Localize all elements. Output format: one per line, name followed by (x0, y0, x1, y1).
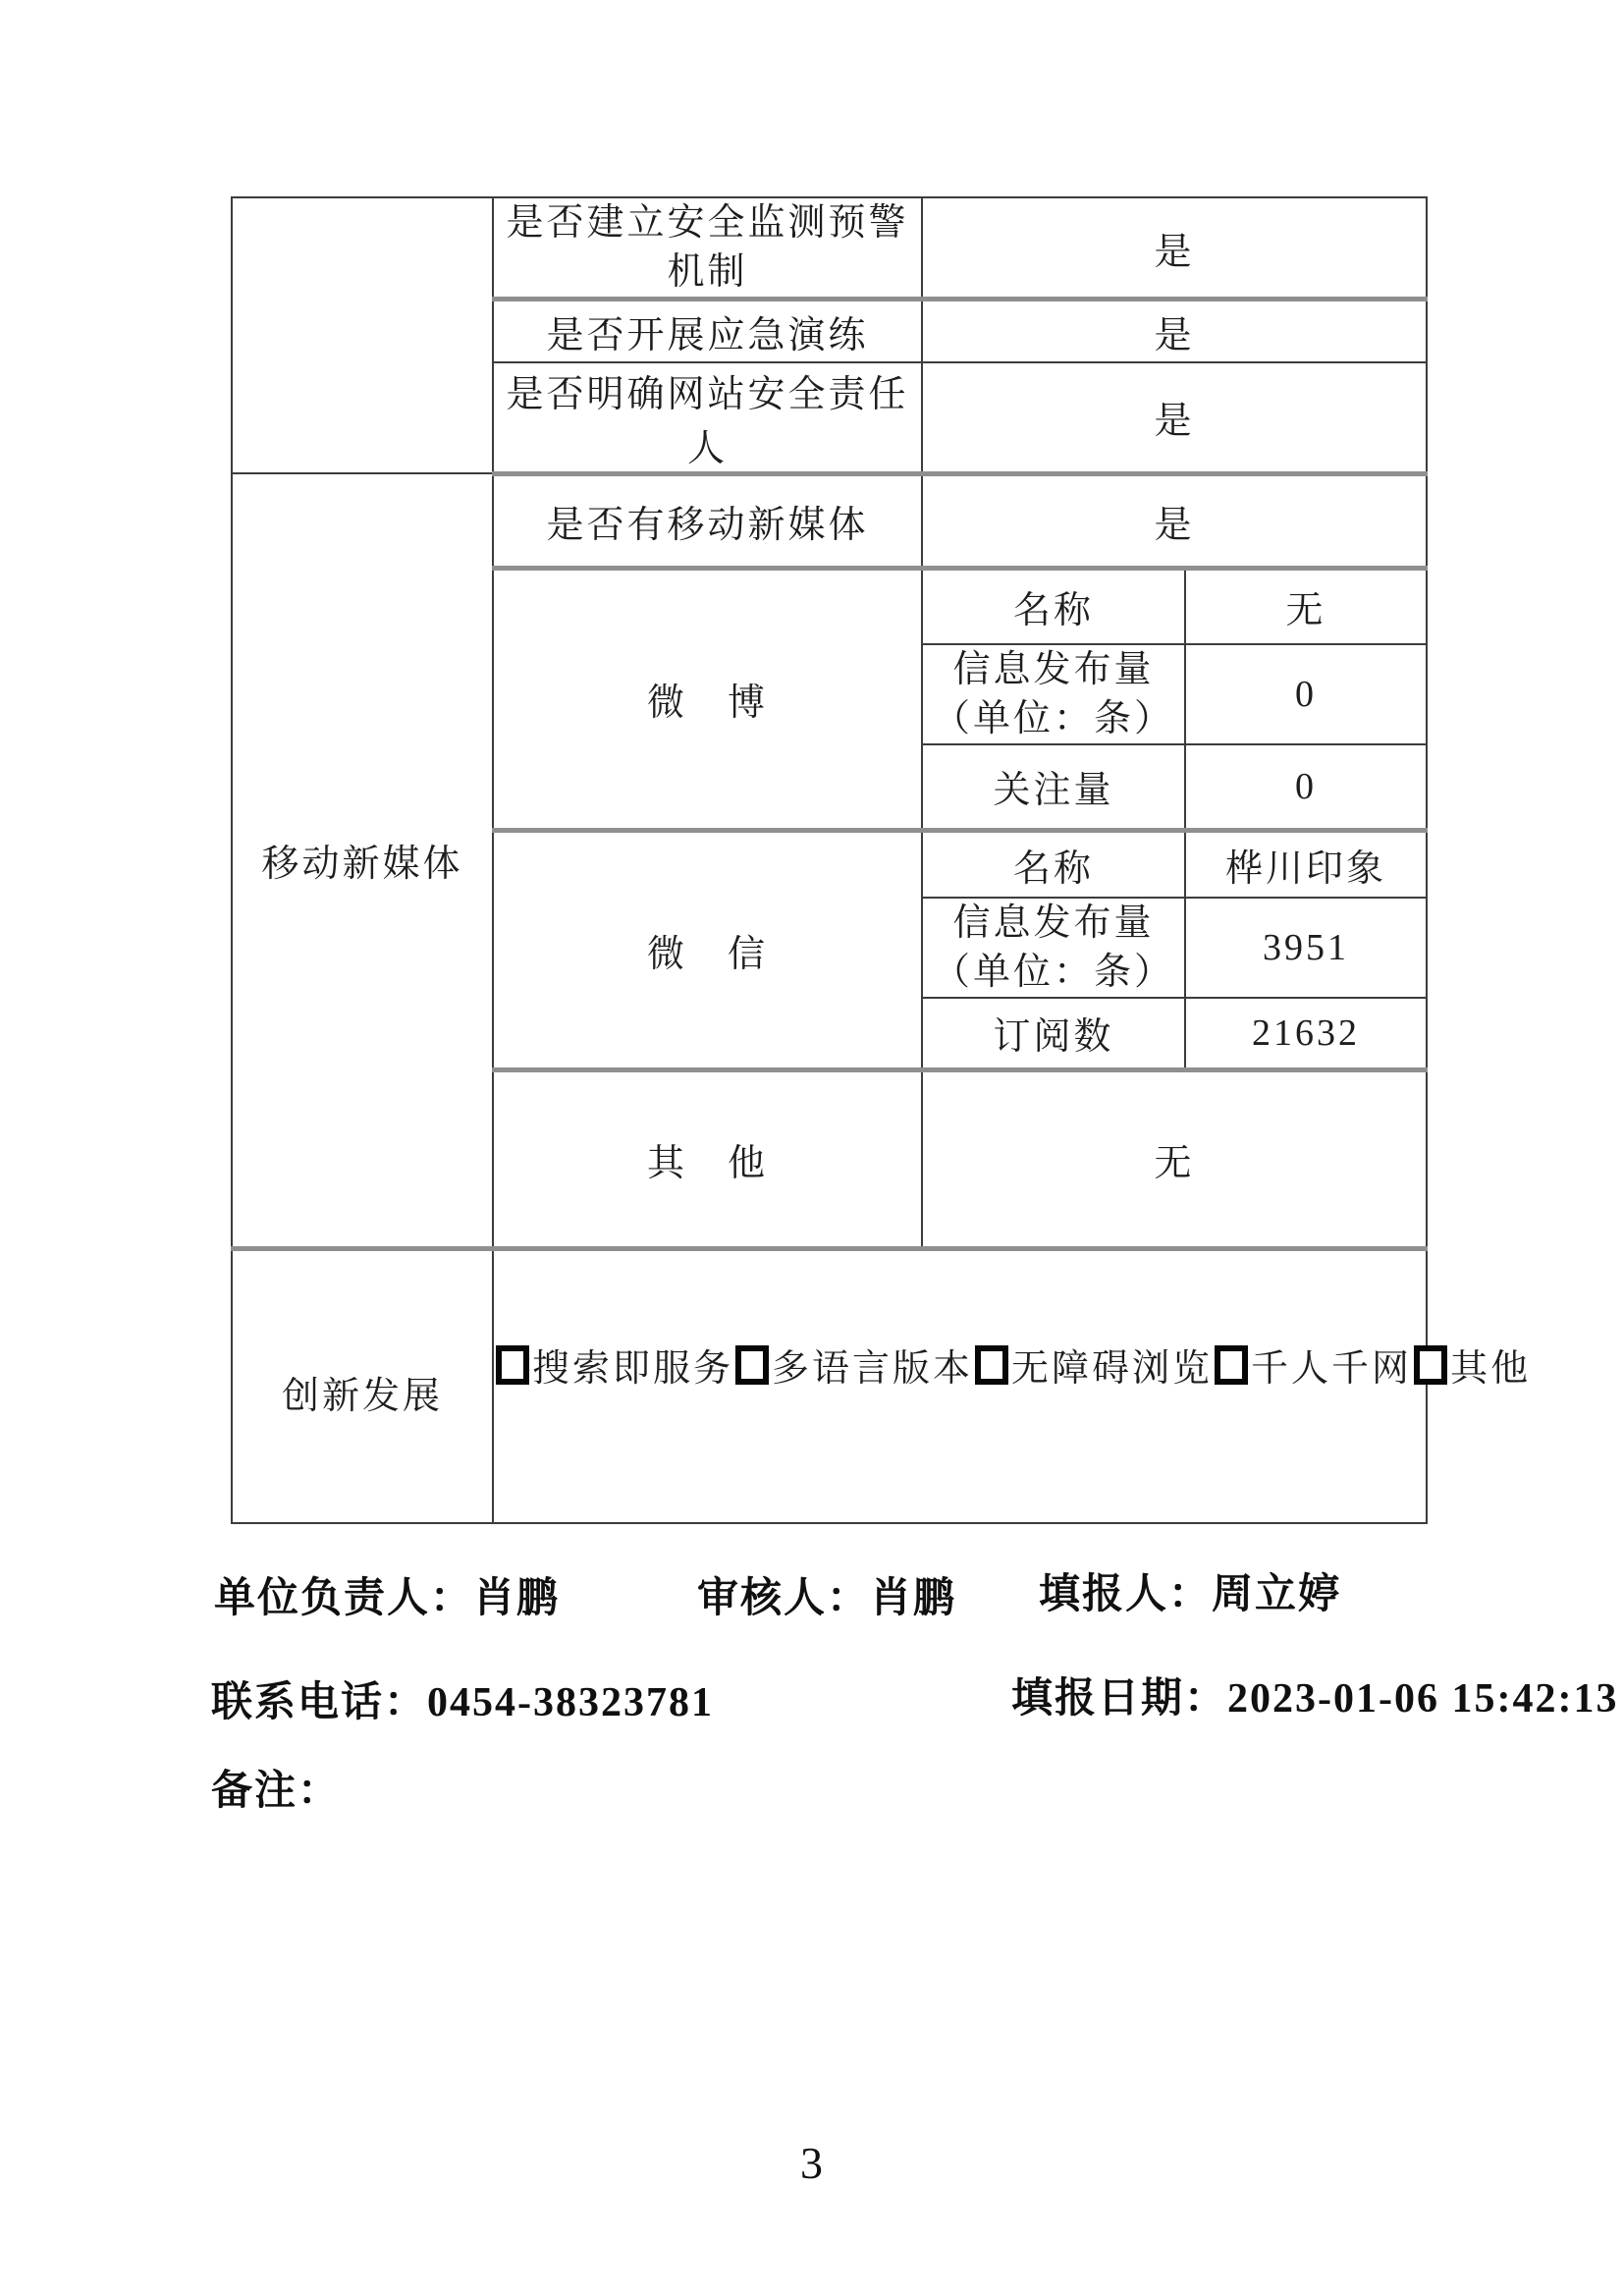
value-wechat-name: 桦川印象 (1185, 830, 1427, 898)
innovation-options-cell (493, 1248, 1532, 1523)
value-security-responsible-person: 是 (922, 362, 1427, 474)
report-date-label: 填报日期： (1011, 1676, 1228, 1722)
checkbox-icon (496, 1345, 529, 1385)
label-weibo-followers: 关注量 (922, 744, 1185, 830)
option-personalized-web: 千人千网 (1213, 1348, 1412, 1390)
label-wechat-subscribers: 订阅数 (922, 998, 1185, 1069)
checkbox-icon (1215, 1345, 1248, 1385)
label-weibo-publish-volume: 信息发布量 （单位：条） (922, 644, 1185, 744)
innovation-options-line (494, 1338, 1532, 1392)
reviewer-label: 审核人： (697, 1576, 871, 1621)
value-weibo-publish-volume: 0 (1185, 644, 1427, 744)
report-date-line (1011, 1666, 1618, 1724)
value-weibo-name: 无 (1185, 568, 1427, 644)
checkbox-icon (1414, 1345, 1447, 1385)
group-label-weibo: 微 博 (493, 568, 922, 830)
unit-head-value: 肖鹏 (473, 1576, 561, 1621)
section-label-innovation: 创新发展 (232, 1248, 493, 1523)
label-emergency-drill: 是否开展应急演练 (493, 300, 922, 362)
value-weibo-followers: 0 (1185, 744, 1427, 830)
group-label-other-media: 其 他 (493, 1069, 922, 1248)
label-security-warning-mechanism: 是否建立安全监测预警 机制 (493, 197, 922, 300)
option-search-as-service: 搜索即服务 (494, 1348, 733, 1390)
checkbox-icon (975, 1345, 1008, 1385)
value-emergency-drill: 是 (922, 300, 1427, 362)
phone-value: 0454-38323781 (427, 1680, 715, 1725)
filler-value: 周立婷 (1212, 1572, 1342, 1617)
value-wechat-subscribers: 21632 (1185, 998, 1427, 1069)
report-date-value: 2023-01-06 15:42:13 (1227, 1676, 1619, 1722)
page-number: 3 (800, 2138, 823, 2188)
label-weibo-name: 名称 (922, 568, 1185, 644)
value-security-warning-mechanism: 是 (922, 197, 1427, 300)
label-has-mobile-media: 是否有移动新媒体 (493, 473, 922, 568)
unit-head-label: 单位负责人： (214, 1576, 474, 1621)
option-other: 其他 (1412, 1348, 1531, 1390)
option-accessibility: 无障碍浏览 (973, 1348, 1213, 1390)
value-has-mobile-media: 是 (922, 473, 1427, 568)
label-wechat-publish-volume: 信息发布量 （单位：条） (922, 898, 1185, 998)
value-other-media: 无 (922, 1069, 1427, 1248)
option-multilingual: 多语言版本 (733, 1348, 973, 1390)
label-security-responsible-person: 是否明确网站安全责任人 (493, 362, 922, 474)
group-label-wechat: 微 信 (493, 830, 922, 1069)
remarks-label: 备注： (211, 1769, 342, 1814)
reviewer-value: 肖鹏 (870, 1576, 957, 1621)
filler-line (1039, 1561, 1341, 1620)
section-cell-empty (232, 197, 493, 473)
annual-report-table (231, 196, 1532, 1524)
value-wechat-publish-volume: 3951 (1185, 898, 1427, 998)
remarks-line (211, 1758, 341, 1817)
phone-label: 联系电话： (211, 1680, 428, 1725)
section-label-mobile-media: 移动新媒体 (232, 473, 493, 1248)
checkbox-icon (735, 1345, 769, 1385)
label-wechat-name: 名称 (922, 830, 1185, 898)
filler-label: 填报人： (1039, 1572, 1213, 1617)
reviewer-line (697, 1565, 956, 1624)
phone-line (211, 1669, 714, 1728)
unit-head-line (214, 1565, 560, 1624)
